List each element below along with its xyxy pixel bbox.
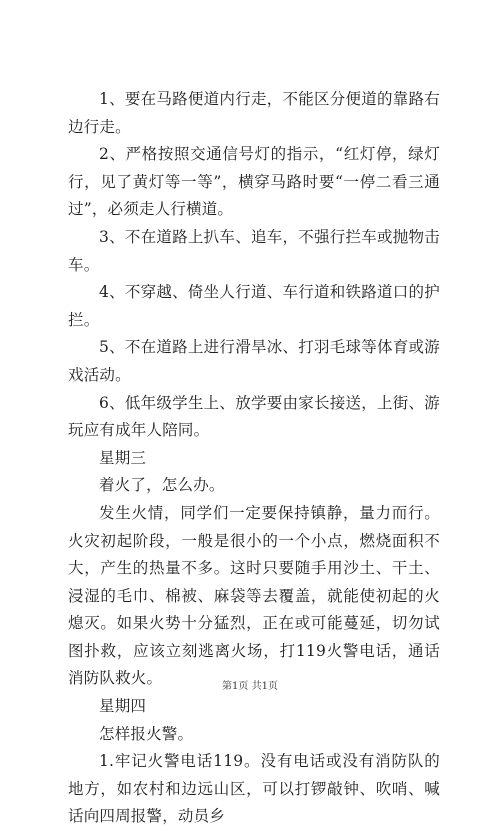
paragraph-rule-5: 5、不在道路上进行滑旱冰、打羽毛球等体育或游戏活动。 xyxy=(68,338,440,384)
paragraph-fire-report-1: 1.牢记火警电话119。没有电话或没有消防队的地方，如农村和边远山区，可以打锣敲钟、吹哨、喊话向四周报警，动员乡 xyxy=(68,752,440,826)
paragraph-fire-guidance: 发生火情，同学们一定要保持镇静，量力而行。火灾初起阶段，一般是很小的一个小点，燃烧面积不大，产生的热量不多。这时只要随手用沙土、干土、浸湿的毛巾、棉被、麻袋等去覆盖，就能使初起的火熄灭。如果火势十分猛烈，正在或可能蔓延，切勿试图扑救，应该立刻逃离火场，打119火警电话，通话消防队救火。 xyxy=(68,503,440,688)
paragraph-rule-2: 2、严格按照交通信号灯的指示，“红灯停，绿灯行，见了黄灯等一等”，横穿马路时要“一停二看三通过”，必须走人行横道。 xyxy=(68,145,440,219)
section-topic-fire: 着火了，怎么办。 xyxy=(99,476,225,495)
paragraph-rule-3: 3、不在道路上扒车、追车，不强行拦车或抛物击车。 xyxy=(68,227,440,274)
document-body xyxy=(68,86,440,831)
paragraph-rule-6: 6、低年级学生上、放学要由家长接送，上街、游玩应有成年人陪同。 xyxy=(68,393,440,440)
paragraph-rule-4: 4、不穿越、倚坐人行道、车行道和铁路道口的护拦。 xyxy=(68,283,440,329)
section-topic-report-fire: 怎样报火警。 xyxy=(99,724,194,743)
paragraph-rule-1: 1、要在马路便道内行走，不能区分便道的靠路右边行走。 xyxy=(68,90,440,136)
section-heading-thursday: 星期四 xyxy=(99,697,147,716)
section-heading-wednesday: 星期三 xyxy=(99,448,147,467)
page-footer: 第1页 共1页 xyxy=(222,681,278,692)
